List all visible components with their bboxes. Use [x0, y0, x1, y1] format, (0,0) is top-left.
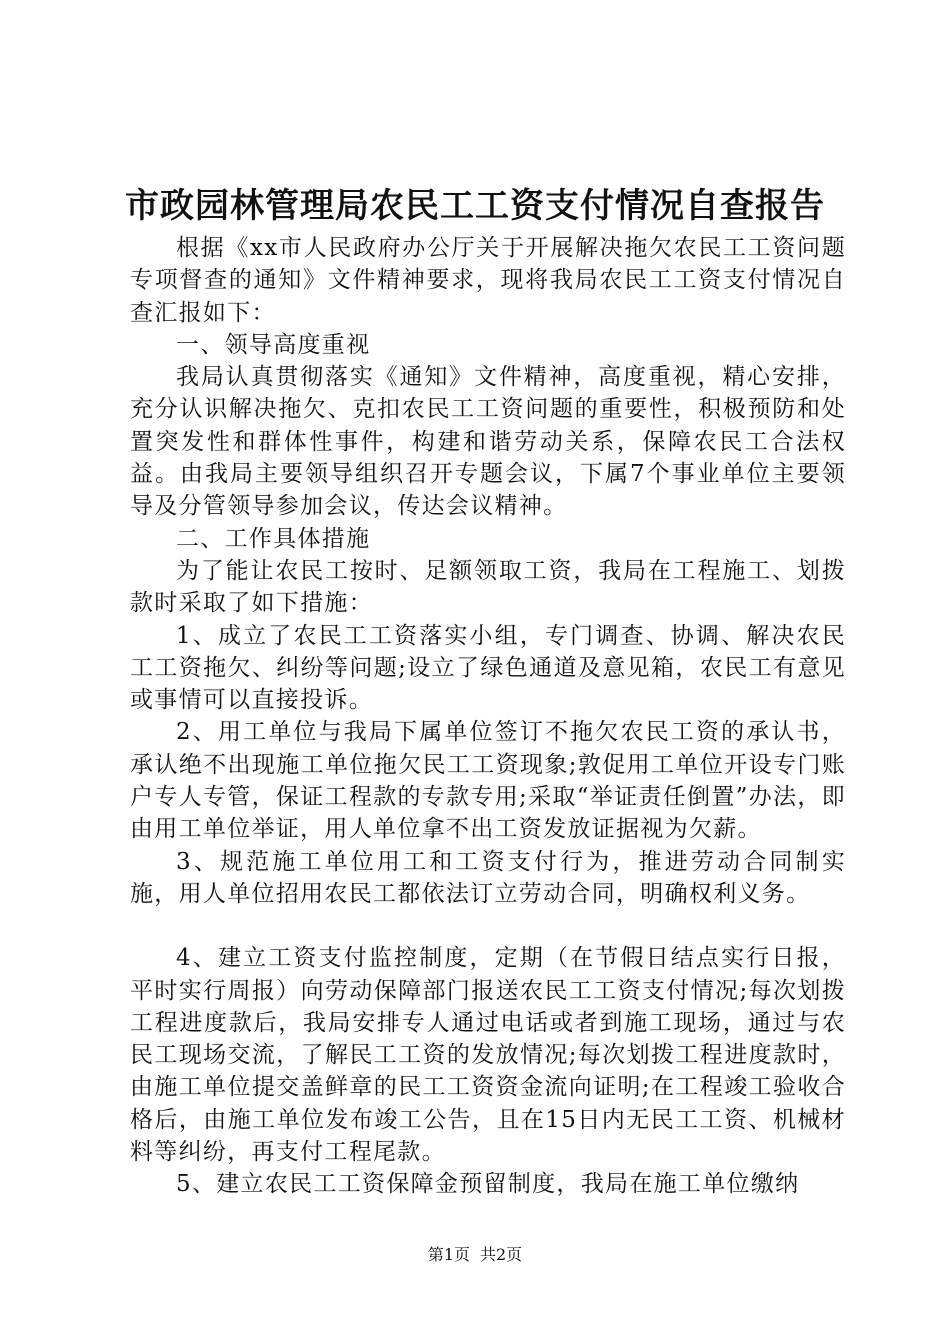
measures-intro-paragraph: 为了能让农民工按时、足额领取工资，我局在工程施工、划拨款时采取了如下措施： [130, 557, 846, 617]
section-heading-measures: 二、工作具体措施 [176, 525, 371, 552]
measure-item-2: 2、用工单位与我局下属单位签订不拖欠农民工资的承认书，承认绝不出现施工单位拖欠民工工资现象;敦促用工单位开设专门账户专人专管，保证工程款的专款专用;采取“举证责任倒置”办法，即由用工单位举证，用人单位拿不出工资发放证据视为欠薪。 [130, 719, 846, 843]
page-footer [0, 1245, 950, 1265]
page-number: 第1页 [427, 1245, 470, 1264]
page-total: 共2页 [480, 1245, 523, 1264]
leadership-paragraph: 我局认真贯彻落实《通知》文件精神，高度重视，精心安排，充分认识解决拖欠、克扣农民工工资问题的重要性，积极预防和处置突发性和群体性事件，构建和谐劳动关系，保障农民工合法权益。由我局主要领导组织召开专题会议，下属7个事业单位主要领导及分管领导参加会议，传达会议精神。 [130, 364, 846, 520]
measure-item-3: 3、规范施工单位用工和工资支付行为，推进劳动合同制实施，用人单位招用农民工都依法订立劳动合同，明确权利义务。 [130, 848, 846, 907]
measure-item-4: 4、建立工资支付监控制度，定期（在节假日结点实行日报，平时实行周报）向劳动保障部门报送农民工工资支付情况;每次划拨工程进度款后，我局安排专人通过电话或者到施工现场，通过与农民工现场交流，了解民工工资的发放情况;每次划拨工程进度款时，由施工单位提交盖鲜章的民工工资资金流向证明;在工程竣工验收合格后，由施工单位发布竣工公告，且在15日内无民工工资、机械材料等纠纷，再支付工程尾款。 [130, 945, 846, 1166]
document-body [130, 232, 846, 1201]
section-heading-leadership: 一、领导高度重视 [176, 331, 371, 358]
document-title: 市政园林管理局农民工工资支付情况自查报告 [125, 186, 825, 226]
intro-paragraph: 根据《xx市人民政府办公厅关于开展解决拖欠农民工工资问题专项督查的通知》文件精神要求，现将我局农民工工资支付情况自查汇报如下： [130, 235, 846, 326]
measure-item-1: 1、成立了农民工工资落实小组，专门调查、协调、解决农民工工资拖欠、纠纷等问题;设立了绿色通道及意见箱，农民工有意见或事情可以直接投诉。 [130, 622, 846, 714]
measure-item-5: 5、建立农民工工资保障金预留制度，我局在施工单位缴纳 [176, 1171, 800, 1198]
paragraph-gap [130, 910, 846, 942]
